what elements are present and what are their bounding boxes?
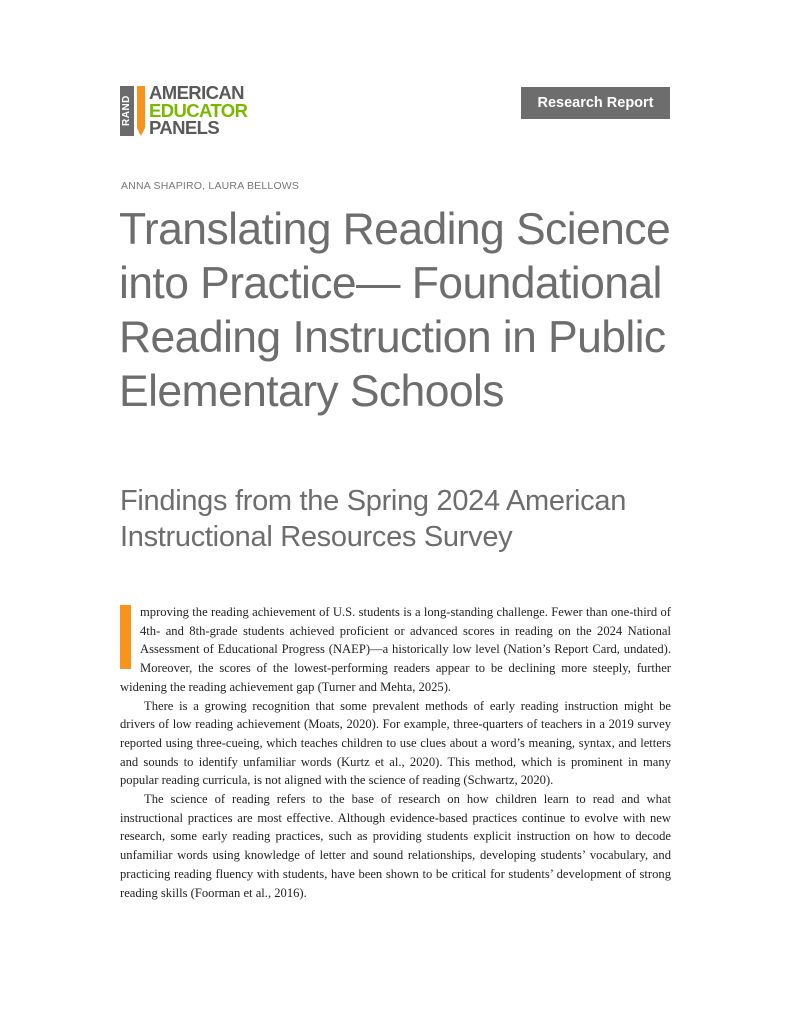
logo-wordmark <box>149 84 247 137</box>
logo-line-educator: EDUCATOR <box>149 99 248 121</box>
report-type-badge: Research Report <box>521 87 670 119</box>
logo-line-panels: PANELS <box>149 117 220 138</box>
rand-logo-label: RAND <box>120 86 134 136</box>
pencil-tip-icon <box>137 128 145 136</box>
paragraph-3: The science of reading refers to the base of research on how children learn to read and what instructional practices are most effective. Although evidence-based practices continue to evolve with new research, some early reading practices, such as providing students explicit instruction on how to decode unfamiliar words using knowledge of letter and sound relationships, developing students’ vocabulary, and practicing reading fluency with students, have been shown to be critical for students’ development of strong reading skills (Foorman et al., 2016). <box>120 792 671 900</box>
pencil-icon <box>137 86 145 128</box>
authors-line: ANNA SHAPIRO, LAURA BELLOWS <box>121 180 300 192</box>
paragraph-2: There is a growing recognition that some prevalent methods of early reading instruction might be drivers of low reading achievement (Moats, 2020). For example, three-quarters of teachers in a 2019 survey reported using three-cueing, which teaches children to use clues about a word’s meaning, syntax, and letters and sounds to identify unfamiliar words (Kurtz et al., 2020). This method, which is prominent in many popular reading curricula, is not aligned with the science of reading (Schwartz, 2020). <box>120 698 671 788</box>
paragraph-1-text: mproving the reading achievement of U.S. students is a long-standing challenge. Fewer than one-third of 4th- and 8th-grade students achieved proficient or advanced scores in reading on the 2024 National Assessment of Educational Progress (NAEP)—a historically low level (Nation’s Report Card, undated). Moreover, the scores of the lowest-performing readers appear to be declining more steeply, further widening the reading achievement gap (Turner and Mehta, 2025). <box>120 605 671 694</box>
page-title: Translating Reading Science into Practice— Foundational Reading Instruction in Public Elementary Schools <box>119 205 671 416</box>
logo-line-american: AMERICAN <box>149 82 244 103</box>
drop-cap-letter <box>120 605 131 669</box>
report-body <box>120 603 671 902</box>
american-educator-panels-logo <box>120 84 270 140</box>
page-subtitle: Findings from the Spring 2024 American Instructional Resources Survey <box>120 485 627 553</box>
paragraph-1 <box>120 603 671 697</box>
